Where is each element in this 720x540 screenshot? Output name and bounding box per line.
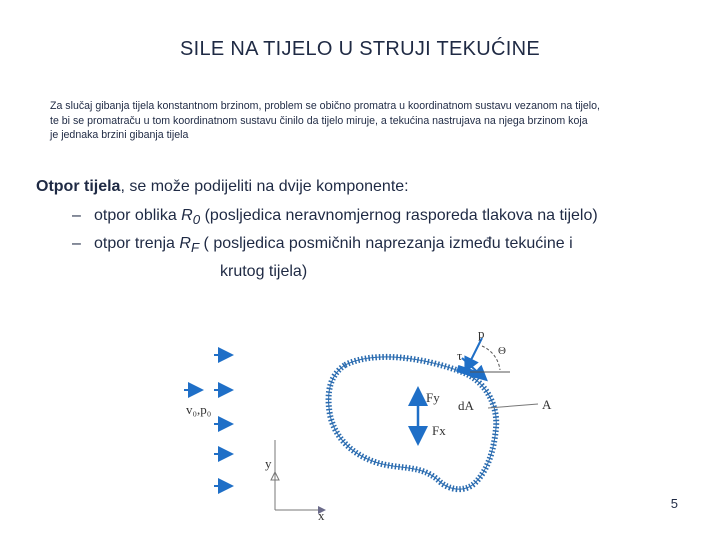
free-stream-label: v₀,p₀	[186, 402, 212, 417]
resistance-symbol: R	[181, 207, 193, 224]
bullet-item-form-drag	[72, 204, 598, 232]
body-in-flow-diagram	[170, 320, 570, 525]
slide-title: SILE NA TIJELO U STRUJI TEKUĆINE	[179, 38, 541, 60]
lead-bold-term: Otpor tijela	[36, 178, 121, 195]
fx-label: Fx	[432, 423, 446, 438]
theta-label: Θ	[498, 345, 506, 357]
fy-label: Fy	[426, 390, 440, 405]
pressure-label: p	[478, 326, 485, 341]
bullet-text-post: (posljedica neravnomjernog rasporeda tlakova na tijelo)	[200, 207, 598, 224]
bullet-text-post: ( posljedica posmičnih naprezanja između tekućine i	[199, 235, 573, 253]
x-axis-label: x	[318, 508, 325, 523]
lead-sentence	[36, 178, 409, 196]
bullet-text-pre: otpor oblika R	[94, 207, 193, 224]
area-label: A	[542, 397, 552, 412]
bullet-dash: –	[72, 235, 81, 253]
page-number: 5	[670, 496, 678, 511]
intro-paragraph	[50, 99, 680, 143]
pressure-arrow	[468, 338, 482, 366]
bullet-list	[72, 204, 598, 284]
intro-line-1: Za slučaj gibanja tijela konstantnom brzinom, problem se obično promatra u koordinatnom sustavu vezanom na tijelo,	[50, 100, 600, 112]
bullet-dash: –	[72, 207, 81, 224]
free-stream-arrows	[184, 355, 226, 486]
shear-label: τ	[457, 348, 463, 363]
bullet-subscript: 0	[192, 212, 201, 228]
resistance-symbol: R	[179, 235, 191, 253]
lead-rest: , se može podijeliti na dvije komponente:	[120, 178, 409, 195]
intro-line-2: te bi se promatraču u tom koordinatnom sustavu činilo da tijelo miruje, a tekućina nastrujava na njega brzinom koja	[50, 114, 588, 127]
da-label: dA	[458, 398, 474, 413]
bullet-continuation: krutog tijela)	[220, 263, 308, 281]
y-axis-label: y	[265, 456, 272, 471]
bullet-subscript: F	[190, 240, 200, 256]
bullet-text-pre: otpor trenja R	[94, 235, 191, 253]
bullet-item-friction-drag	[72, 232, 598, 260]
intro-line-3: je jednaka brzini gibanja tijela	[50, 129, 189, 141]
